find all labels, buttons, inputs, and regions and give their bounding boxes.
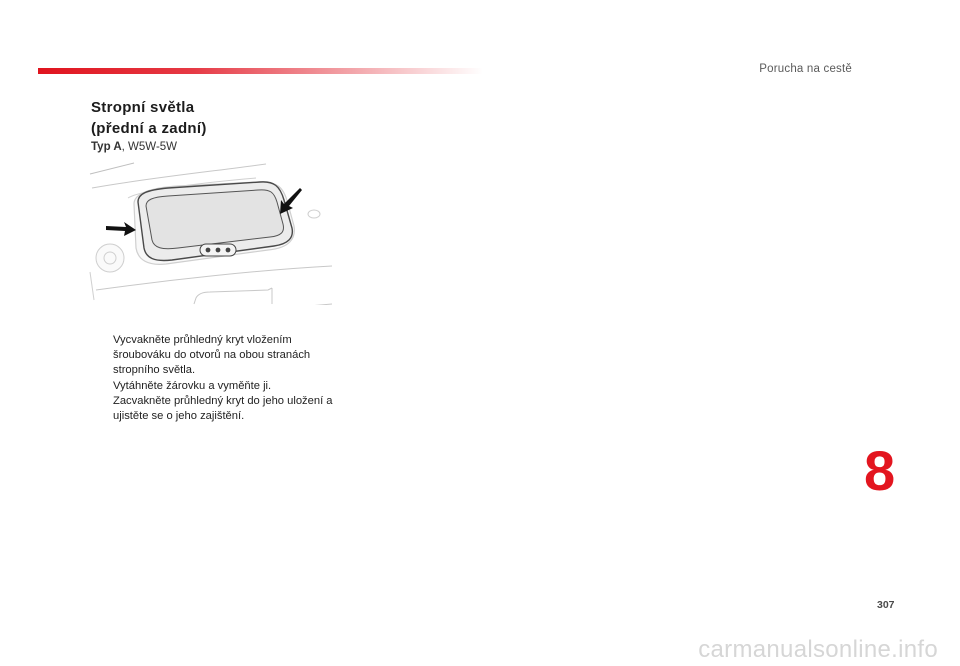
section-title-line-2: (přední a zadní) (91, 120, 207, 137)
bulb-type-label: Typ A (91, 141, 122, 153)
list-item (91, 394, 341, 424)
section-title (91, 97, 331, 139)
bulb-type (91, 141, 177, 153)
page-number: 307 (877, 599, 895, 611)
step-text: Vycvakněte průhledný kryt vložením šroubováku do otvorů na obou stranách stropního světla. (113, 334, 311, 377)
section-title-line-1: Stropní světla (91, 99, 195, 116)
instruction-list (91, 333, 341, 424)
watermark: carmanualsonline.info (698, 636, 938, 663)
step-text: Vytáhněte žárovku a vyměňte ji. (113, 379, 272, 392)
header-accent-bar (38, 68, 483, 74)
ceiling-light-diagram-icon (88, 160, 338, 305)
chapter-number: 8 (864, 439, 896, 502)
chapter-title: Porucha na cestě (759, 63, 852, 75)
bulb-type-value: , W5W-5W (121, 141, 178, 153)
step-text: Zacvakněte průhledný kryt do jeho uložení a ujistěte se o jeho zajištění. (113, 394, 333, 423)
list-item (91, 333, 341, 379)
list-item (91, 379, 341, 394)
